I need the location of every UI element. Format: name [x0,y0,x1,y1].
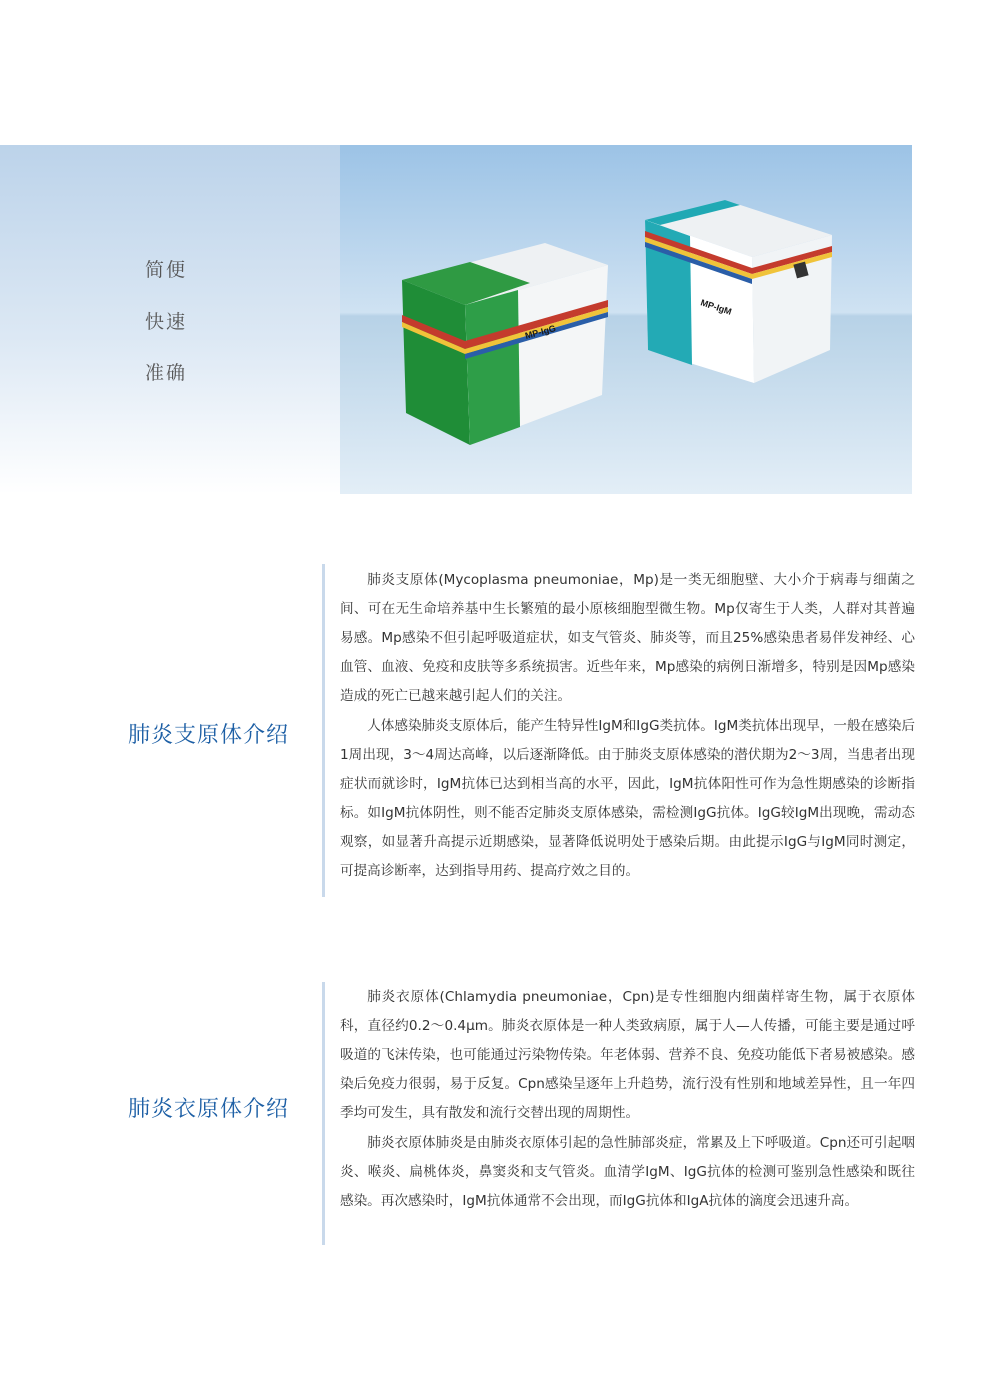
green-box-label: MP-IgG [523,323,557,341]
section2-paragraph-2: 肺炎衣原体肺炎是由肺炎衣原体引起的急性肺部炎症，常累及上下呼吸道。Cpn还可引起咽炎、喉炎、扁桃体炎，鼻窦炎和支气管炎。血清学IgM、IgG抗体的检测可鉴别急性感染和既往感染。再次感染时，IgM抗体通常不会出现，而IgG抗体和IgA抗体的滴度会迅速升高。 [340,1135,915,1209]
green-kit-box [402,243,608,445]
teal-box-label: MP-IgM [699,297,733,317]
tagline-simple: 简便 [145,259,188,281]
section1-divider [322,564,325,897]
section2-title: 肺炎衣原体介绍 [128,1097,290,1122]
section1-paragraph-1: 肺炎支原体(Mycoplasma pneumoniae，Mp)是一类无细胞壁、大小介于病毒与细菌之间、可在无生命培养基中生长繁殖的最小原核细胞型微生物。Mp仅寄生于人类，人群对其普遍易感。Mp感染不但引起呼吸道症状，如支气管炎、肺炎等，而且25%感染患者易伴发神经、心血管、血液、免疫和皮肤等多系统损害。近些年来，Mp感染的病例日渐增多，特别是因Mp感染造成的死亡已越来越引起人们的关注。 [340,572,915,704]
tagline-accurate: 准确 [145,362,188,384]
section2-paragraph-1: 肺炎衣原体(Chlamydia pneumoniae，Cpn)是专性细胞内细菌样寄生物，属于衣原体科，直径约0.2～0.4μm。肺炎衣原体是一种人类致病原，属于人—人传播，可能主要是通过呼吸道的飞沫传染，也可能通过污染物传染。年老体弱、营养不良、免疫功能低下者易被感染。感染后免疫力很弱，易于反复。Cpn感染呈逐年上升趋势，流行没有性别和地域差异性，且一年四季均可发生，具有散发和流行交替出现的周期性。 [340,989,915,1121]
section1-title: 肺炎支原体介绍 [128,723,290,748]
product-photo [340,145,912,494]
tagline-fast: 快速 [145,311,188,333]
teal-kit-box [645,200,832,383]
product-boxes-illustration [340,145,912,494]
section1-paragraph-2: 人体感染肺炎支原体后，能产生特异性IgM和IgG类抗体。IgM类抗体出现早，一般在感染后1周出现，3～4周达高峰，以后逐渐降低。由于肺炎支原体感染的潜伏期为2～3周，当患者出现症状而就诊时，IgM抗体已达到相当高的水平，因此，IgM抗体阳性可作为急性期感染的诊断指标。如IgM抗体阴性，则不能否定肺炎支原体感染，需检测IgG抗体。IgG较IgM出现晚，需动态观察，如显著升高提示近期感染，显著降低说明处于感染后期。由此提示IgG与IgM同时测定，可提高诊断率，达到指导用药、提高疗效之目的。 [340,718,915,879]
section2-divider [322,982,325,1245]
